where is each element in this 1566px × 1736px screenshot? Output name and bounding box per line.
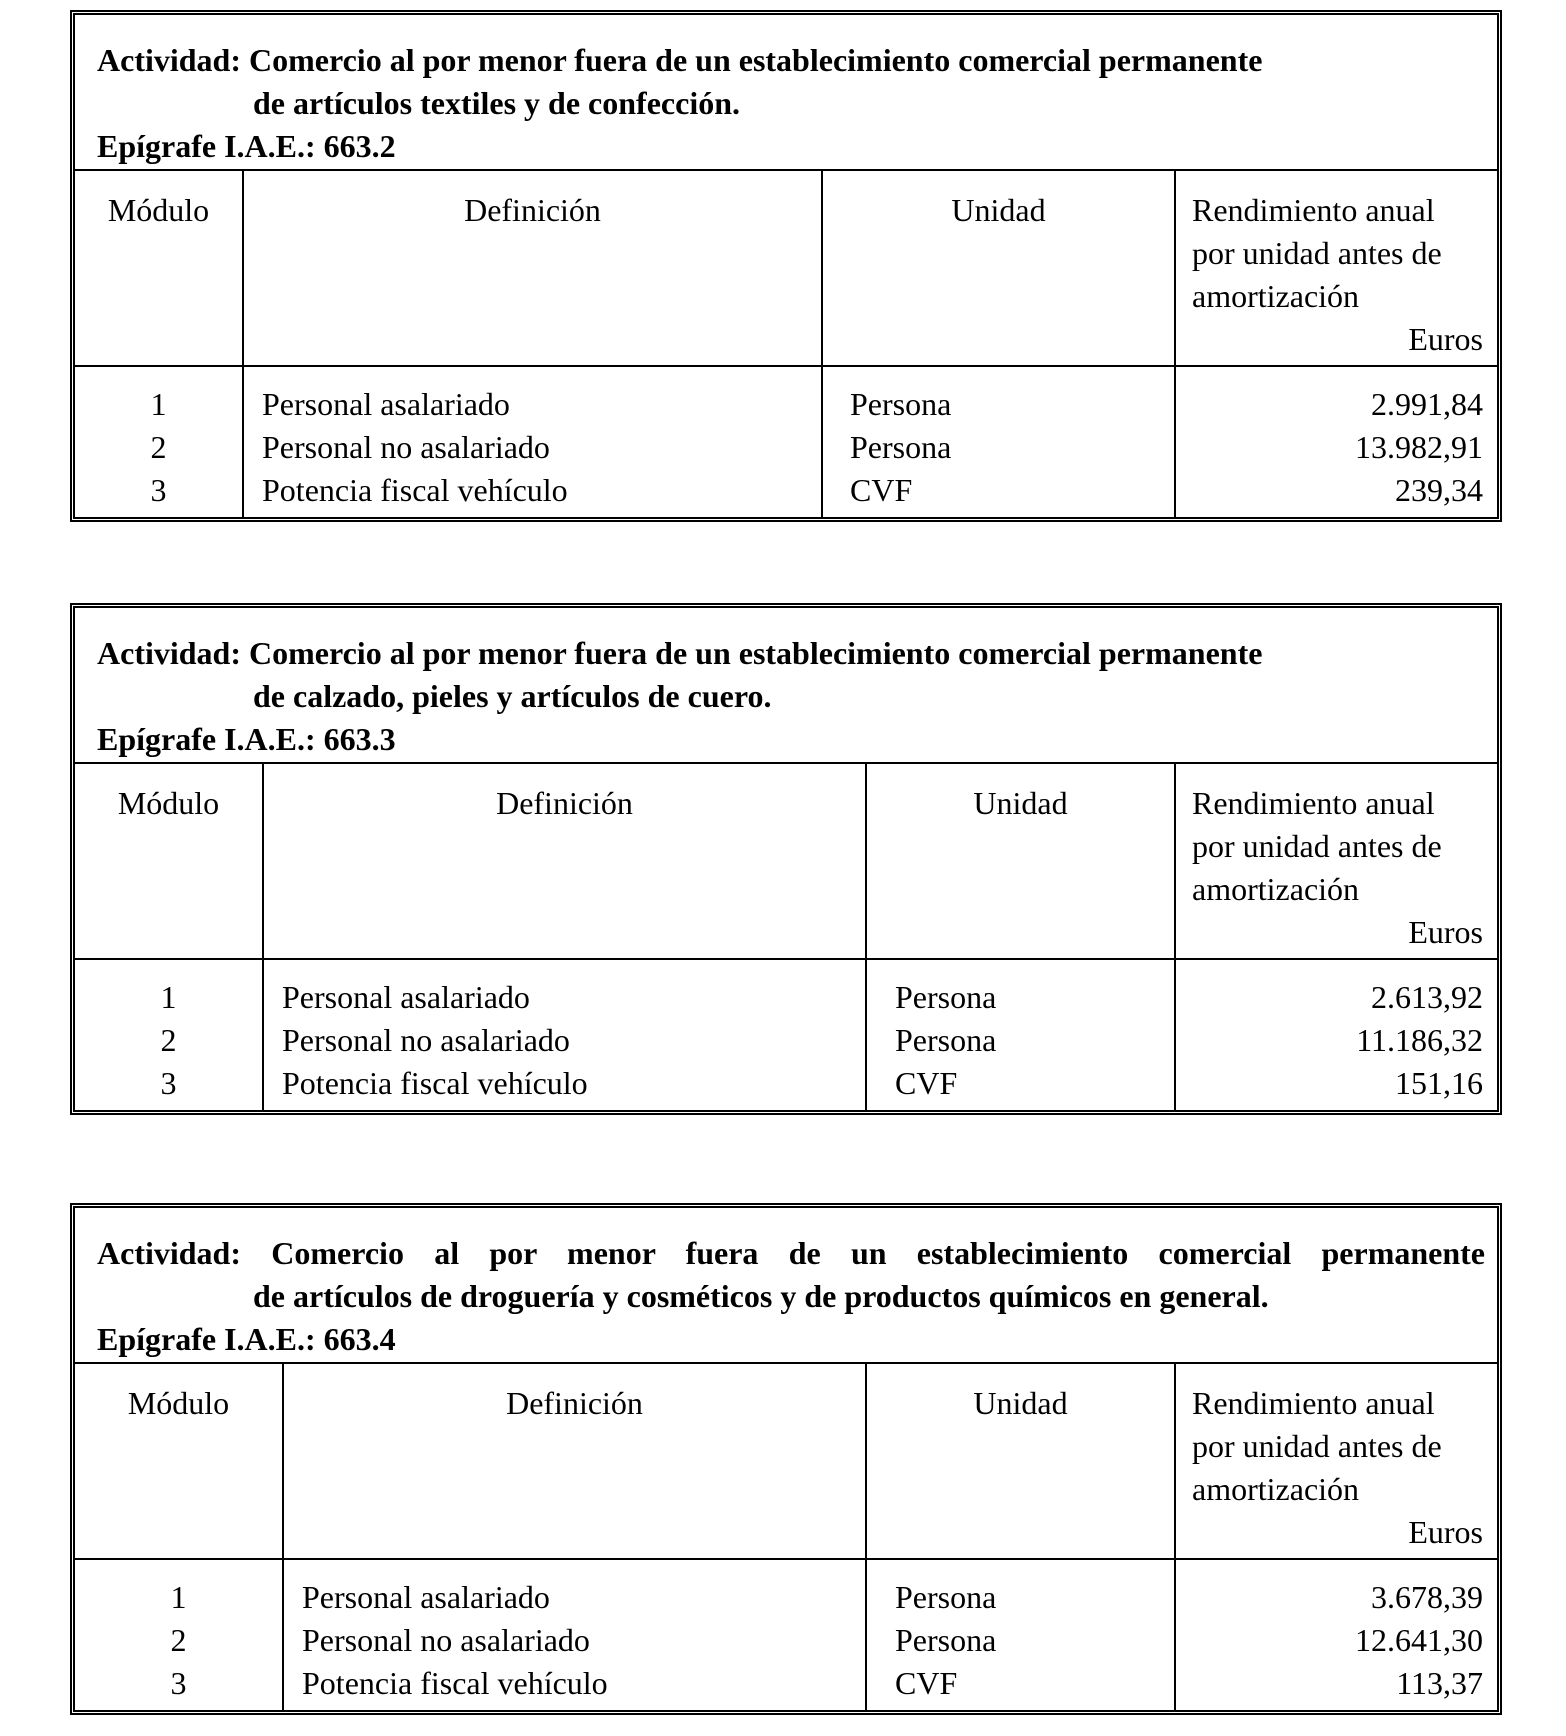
cell-modulo: 1 xyxy=(160,979,177,1015)
table-row xyxy=(75,1062,1497,1105)
cell-modulo: 3 xyxy=(150,472,167,508)
column-header-row xyxy=(75,1364,1497,1560)
column-header-definicion: Definición xyxy=(464,192,601,228)
cell-unidad: Persona xyxy=(850,429,952,465)
cell-unidad: Persona xyxy=(850,386,952,422)
cell-modulo: 2 xyxy=(170,1622,187,1658)
table-row xyxy=(75,1576,1497,1619)
table-row xyxy=(75,1662,1497,1705)
cell-unidad: CVF xyxy=(850,472,913,508)
cell-modulo: 3 xyxy=(170,1665,187,1701)
cell-rendimiento: 2.991,84 xyxy=(1371,386,1483,422)
epigrafe-label: Epígrafe I.A.E.: 663.4 xyxy=(97,1321,396,1357)
cell-unidad: CVF xyxy=(895,1065,958,1101)
table-body xyxy=(75,367,1497,517)
cell-definicion: Personal no asalariado xyxy=(262,429,550,465)
cell-unidad: CVF xyxy=(895,1665,958,1701)
table-row xyxy=(75,426,1497,469)
activity-header xyxy=(75,608,1497,764)
cell-modulo: 2 xyxy=(160,1022,177,1058)
cell-rendimiento: 113,37 xyxy=(1396,1665,1483,1701)
cell-definicion: Personal no asalariado xyxy=(282,1022,570,1058)
activity-header xyxy=(75,15,1497,171)
module-table-663-2 xyxy=(70,10,1502,522)
column-header-row xyxy=(75,171,1497,367)
cell-modulo: 2 xyxy=(150,429,167,465)
cell-rendimiento: 3.678,39 xyxy=(1371,1579,1483,1615)
module-table-663-3 xyxy=(70,603,1502,1115)
cell-unidad: Persona xyxy=(895,1022,997,1058)
cell-rendimiento: 239,34 xyxy=(1395,472,1483,508)
cell-rendimiento: 2.613,92 xyxy=(1371,979,1483,1015)
column-header-modulo: Módulo xyxy=(127,1385,230,1421)
table-row xyxy=(75,1019,1497,1062)
column-header-row xyxy=(75,764,1497,960)
activity-header xyxy=(75,1208,1497,1364)
cell-definicion: Personal asalariado xyxy=(282,979,530,1015)
column-header-unidad: Unidad xyxy=(973,785,1068,821)
column-header-rendimiento: Rendimiento anual por unidad antes de amortización Euros xyxy=(1192,192,1483,357)
activity-title-line2: de artículos textiles y de confección. xyxy=(253,85,740,121)
cell-definicion: Potencia fiscal vehículo xyxy=(282,1065,588,1101)
cell-rendimiento: 151,16 xyxy=(1395,1065,1483,1101)
column-header-definicion: Definición xyxy=(496,785,633,821)
cell-unidad: Persona xyxy=(895,979,997,1015)
column-header-modulo: Módulo xyxy=(117,785,220,821)
column-header-unidad: Unidad xyxy=(973,1385,1068,1421)
activity-title-line1: Actividad: Comercio al por menor fuera de un establecimiento comercial permanente xyxy=(97,635,1263,671)
cell-definicion: Personal no asalariado xyxy=(302,1622,590,1658)
column-header-definicion: Definición xyxy=(506,1385,643,1421)
table-row xyxy=(75,976,1497,1019)
table-row xyxy=(75,469,1497,512)
activity-title-line1: Actividad: Comercio al por menor fuera de un establecimiento comercial permanente xyxy=(97,1235,1485,1271)
column-header-rendimiento: Rendimiento anual por unidad antes de amortización Euros xyxy=(1192,785,1483,950)
cell-rendimiento: 11.186,32 xyxy=(1356,1022,1483,1058)
cell-definicion: Personal asalariado xyxy=(302,1579,550,1615)
activity-title-line2: de calzado, pieles y artículos de cuero. xyxy=(253,678,772,714)
cell-rendimiento: 12.641,30 xyxy=(1355,1622,1483,1658)
epigrafe-label: Epígrafe I.A.E.: 663.2 xyxy=(97,128,396,164)
cell-rendimiento: 13.982,91 xyxy=(1355,429,1483,465)
table-row xyxy=(75,383,1497,426)
activity-title-line1: Actividad: Comercio al por menor fuera de un establecimiento comercial permanente xyxy=(97,42,1263,78)
table-body xyxy=(75,1560,1497,1710)
cell-modulo: 1 xyxy=(150,386,167,422)
cell-definicion: Potencia fiscal vehículo xyxy=(262,472,568,508)
module-table-663-4 xyxy=(70,1203,1502,1715)
activity-title-line2: de artículos de droguería y cosméticos y de productos químicos en general. xyxy=(253,1278,1269,1314)
column-header-unidad: Unidad xyxy=(951,192,1046,228)
table-body xyxy=(75,960,1497,1110)
cell-unidad: Persona xyxy=(895,1622,997,1658)
cell-definicion: Potencia fiscal vehículo xyxy=(302,1665,608,1701)
column-header-modulo: Módulo xyxy=(107,192,210,228)
table-row xyxy=(75,1619,1497,1662)
cell-modulo: 1 xyxy=(170,1579,187,1615)
cell-definicion: Personal asalariado xyxy=(262,386,510,422)
epigrafe-label: Epígrafe I.A.E.: 663.3 xyxy=(97,721,396,757)
column-header-rendimiento: Rendimiento anual por unidad antes de amortización Euros xyxy=(1192,1385,1483,1550)
cell-modulo: 3 xyxy=(160,1065,177,1101)
cell-unidad: Persona xyxy=(895,1579,997,1615)
